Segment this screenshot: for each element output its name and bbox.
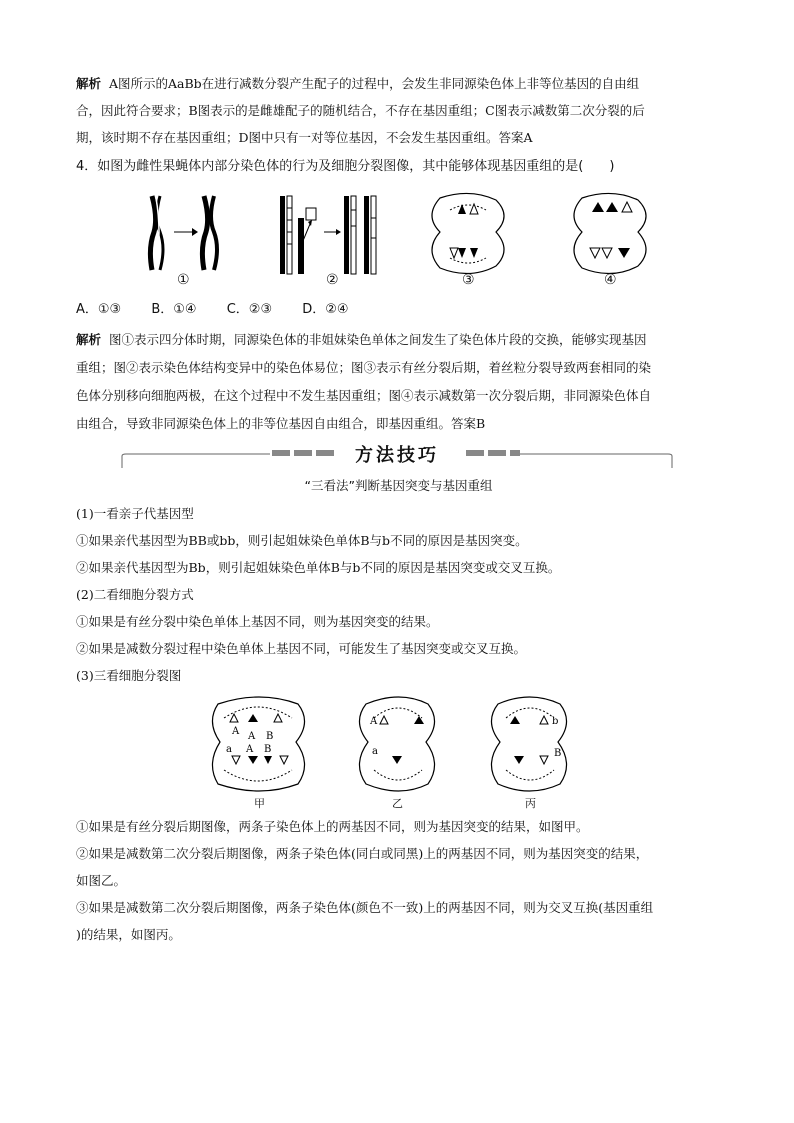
cell-bing <box>491 697 566 791</box>
figure-label-2: ② <box>326 272 339 288</box>
question-4-options <box>76 298 721 322</box>
figure-3-mitosis-cell <box>432 193 504 273</box>
option-a: A．①③ <box>76 302 122 317</box>
cell-division-figures <box>210 694 590 798</box>
figure-2-translocation <box>280 196 376 274</box>
figure-label-4: ④ <box>604 272 617 288</box>
gene-B: B <box>264 744 272 755</box>
analysis-1-line-1 <box>76 72 721 96</box>
analysis-label: 解析 <box>76 332 102 347</box>
step-1-a: ①如果亲代基因型为BB或bb，则引起姐妹染色单体B与b不同的原因是基因突变。 <box>76 533 528 548</box>
conclusion-3-line-1: ③如果是减数第二次分裂后期图像，两条子染色体(颜色不一致)上的两基因不同，则为交叉互换(基因重组 <box>76 900 654 915</box>
gene-A: A <box>232 726 240 737</box>
step-1-title: (1)一看亲子代基因型 <box>76 506 194 521</box>
step-2-a: ①如果是有丝分裂中染色单体上基因不同，则为基因突变的结果。 <box>76 614 439 629</box>
gene-A: A <box>370 716 378 727</box>
option-b: B．①④ <box>151 302 197 317</box>
gene-A: A <box>248 731 256 742</box>
conclusion-2-line-1: ②如果是减数第二次分裂后期图像，两条子染色体(同白或同黑)上的两基因不同，则为基因突变的结果， <box>76 846 649 861</box>
analysis-text: A图所示的AaBb在进行减数分裂产生配子的过程中，会发生非同源染色体上非等位基因的自由组 <box>108 76 640 91</box>
step-2-title: (2)二看细胞分裂方式 <box>76 587 194 602</box>
analysis-2-line-2: 重组；图②表示染色体结构变异中的染色体易位；图③表示有丝分裂后期，着丝粒分裂导致两套相同的染 <box>76 360 652 375</box>
step-3-title: (3)三看细胞分裂图 <box>76 668 182 683</box>
analysis-text: 图①表示四分体时期，同源染色体的非姐妹染色单体之间发生了染色体片段的交换，能够实现基因 <box>108 332 647 347</box>
cell-jia <box>212 697 304 791</box>
conclusion-3-line-2: )的结果，如图丙。 <box>76 927 181 942</box>
fig-label-bing: 丙 <box>525 797 536 810</box>
question-4-figures <box>140 188 680 288</box>
cell-yi <box>359 697 434 791</box>
figure-label-3: ③ <box>462 272 475 288</box>
option-c: C．②③ <box>226 302 273 317</box>
analysis-1-line-3: 期，该时期不存在基因重组；D图中只有一对等位基因，不会发生基因重组。答案A <box>76 130 533 145</box>
gene-B: B <box>554 748 562 759</box>
analysis-2-line-3: 色体分别移向细胞两极，在这个过程中不发生基因重组；图④表示减数第一次分裂后期，非同源染色体自 <box>76 388 652 403</box>
conclusion-2-line-2: 如图乙。 <box>76 873 127 888</box>
method-banner-title: 方法技巧 <box>355 445 439 466</box>
figure-1-tetrad <box>150 196 217 270</box>
analysis-label: 解析 <box>76 76 102 91</box>
analysis-2-line-4: 由组合，导致非同源染色体上的非等位基因自由组合，即基因重组。答案B <box>76 416 486 431</box>
gene-a: a <box>226 744 232 755</box>
gene-b: b <box>552 716 559 727</box>
step-1-b: ②如果亲代基因型为Bb，则引起姐妹染色单体B与b不同的原因是基因突变或交叉互换。 <box>76 560 561 575</box>
fig-label-jia: 甲 <box>254 797 265 810</box>
option-d: D．②④ <box>302 302 349 317</box>
analysis-2-line-1 <box>76 328 721 352</box>
gene-a: a <box>372 746 378 757</box>
method-heading: “三看法”判断基因突变与基因重组 <box>304 478 493 493</box>
figure-4-meiosis-cell <box>574 193 646 273</box>
conclusion-1: ①如果是有丝分裂后期图像，两条子染色体上的两基因不同，则为基因突变的结果，如图甲。 <box>76 819 589 834</box>
analysis-1-line-2: 合，因此符合要求；B图表示的是雌雄配子的随机结合，不存在基因重组；C图表示减数第二次分裂的后 <box>76 103 645 118</box>
question-4-stem: 4．如图为雌性果蝇体内部分染色体的行为及细胞分裂图像，其中能够体现基因重组的是( ) <box>76 159 615 174</box>
step-2-b: ②如果是减数分裂过程中染色单体上基因不同，可能发生了基因突变或交叉互换。 <box>76 641 527 656</box>
gene-B: B <box>266 731 274 742</box>
figure-label-1: ① <box>177 272 190 288</box>
fig-label-yi: 乙 <box>392 797 403 810</box>
gene-A: A <box>246 744 254 755</box>
